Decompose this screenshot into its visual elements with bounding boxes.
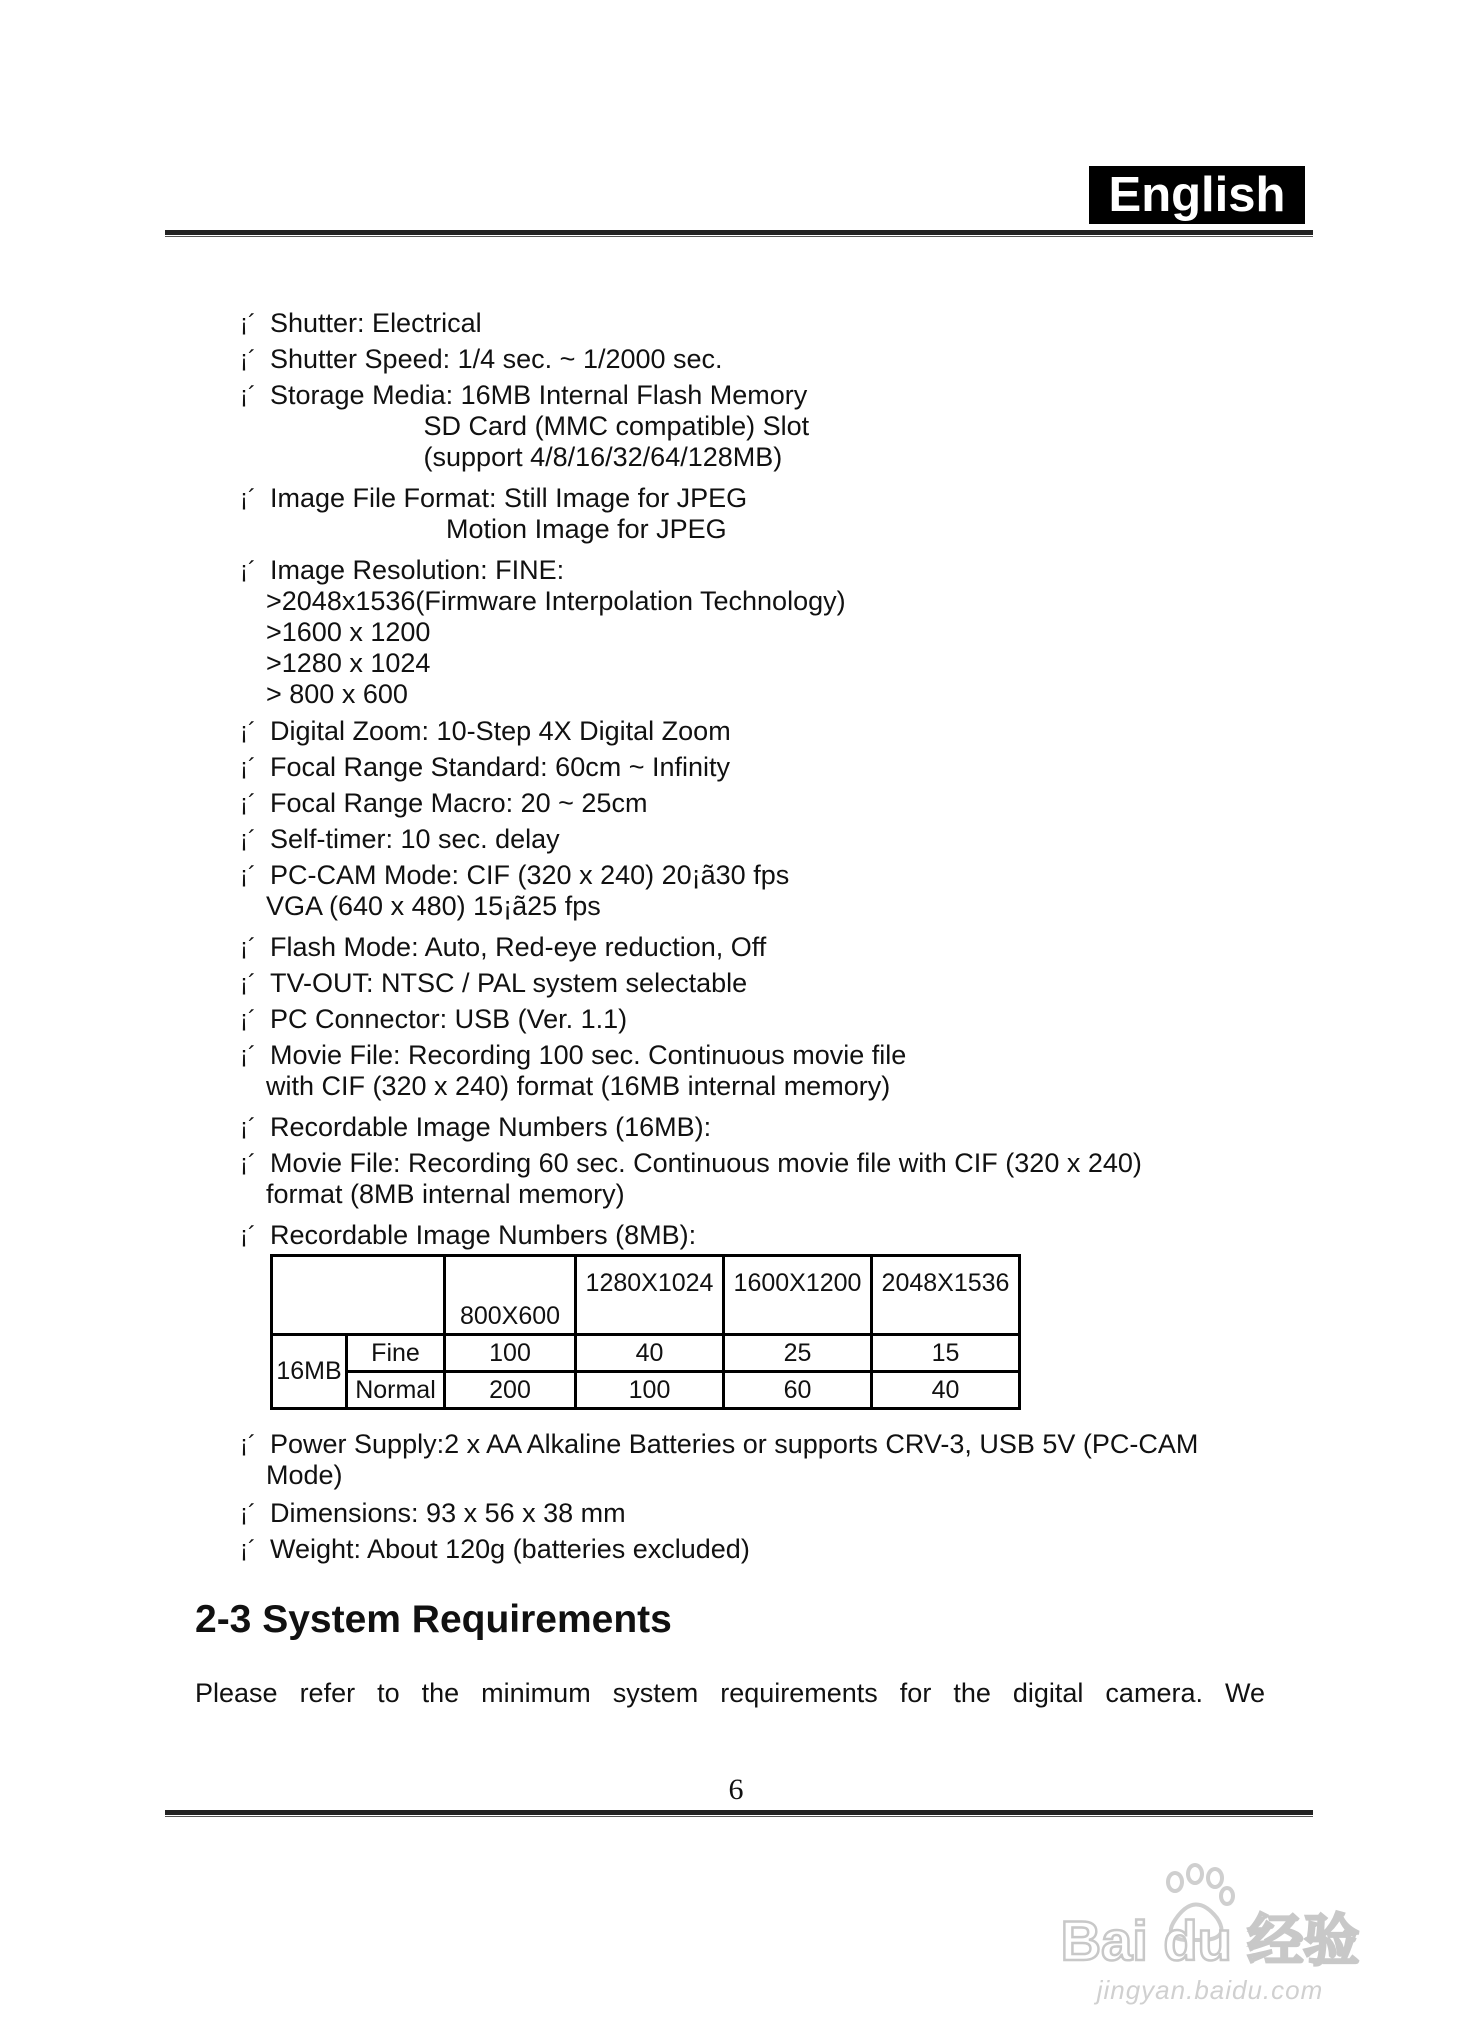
spec-text: Movie File: Recording 60 sec. Continuous movie file with CIF (320 x 240)	[270, 1148, 1142, 1178]
table-header-row	[272, 1256, 1020, 1335]
spec-continuation: Motion Image for JPEG	[266, 514, 727, 544]
spec-continuation: (support 4/8/16/32/64/128MB)	[266, 442, 783, 472]
bullet-icon: ¡´	[240, 1150, 256, 1177]
watermark-logo-text: Bai du 经验	[1060, 1909, 1360, 1970]
recordable-image-table	[270, 1254, 1021, 1410]
bullet-icon: ¡´	[240, 754, 256, 781]
spec-item	[240, 932, 766, 963]
spec-continuation: with CIF (320 x 240) format (16MB internal memory)	[266, 1071, 891, 1101]
table-group-label: 16MB	[272, 1335, 347, 1409]
spec-item	[240, 1429, 1198, 1491]
table-cell: 40	[872, 1372, 1020, 1409]
spec-item	[240, 752, 730, 783]
spec-continuation: >1280 x 1024	[266, 648, 431, 678]
spec-text: Flash Mode: Auto, Red-eye reduction, Off	[270, 932, 767, 962]
spec-continuation: >1600 x 1200	[266, 617, 431, 647]
spec-text: Movie File: Recording 100 sec. Continuous movie file	[270, 1040, 907, 1070]
spec-continuation: Mode)	[266, 1460, 343, 1490]
spec-item	[240, 1220, 696, 1251]
spec-item	[240, 824, 560, 855]
spec-continuation: VGA (640 x 480) 15¡ã25 fps	[266, 891, 601, 921]
spec-text: Power Supply:2 x AA Alkaline Batteries or supports CRV-3, USB 5V (PC-CAM	[270, 1429, 1199, 1459]
table-cell: 60	[724, 1372, 872, 1409]
bullet-icon: ¡´	[240, 718, 256, 745]
spec-item	[240, 1040, 906, 1102]
baidu-watermark-logo	[1045, 1860, 1375, 1970]
bullet-icon: ¡´	[240, 485, 256, 512]
spec-item	[240, 344, 723, 375]
spec-item	[240, 380, 809, 473]
page-number: 6	[728, 1773, 744, 1806]
spec-text: Shutter Speed: 1/4 sec. ~ 1/2000 sec.	[270, 344, 723, 374]
table-row-label: Normal	[347, 1372, 445, 1409]
spec-text: Focal Range Macro: 20 ~ 25cm	[270, 788, 648, 818]
spec-item	[240, 1534, 750, 1565]
bullet-icon: ¡´	[240, 1431, 256, 1458]
bullet-icon: ¡´	[240, 310, 256, 337]
spec-text: PC Connector: USB (Ver. 1.1)	[270, 1004, 628, 1034]
table-cell: 15	[872, 1335, 1020, 1372]
bullet-icon: ¡´	[240, 382, 256, 409]
spec-item	[240, 308, 482, 339]
table-col-header: 800X600	[445, 1256, 576, 1335]
spec-continuation: > 800 x 600	[266, 679, 408, 709]
bullet-icon: ¡´	[240, 1500, 256, 1527]
spec-continuation: SD Card (MMC compatible) Slot	[266, 411, 810, 441]
table-row	[272, 1372, 1020, 1409]
table-corner-cell	[272, 1256, 445, 1335]
table-cell: 40	[576, 1335, 724, 1372]
spec-text: Recordable Image Numbers (8MB):	[270, 1220, 697, 1250]
spec-continuation: format (8MB internal memory)	[266, 1179, 625, 1209]
table-col-header: 2048X1536	[872, 1256, 1020, 1335]
spec-text: Weight: About 120g (batteries excluded)	[270, 1534, 750, 1564]
spec-text: Dimensions: 93 x 56 x 38 mm	[270, 1498, 626, 1528]
bullet-icon: ¡´	[240, 826, 256, 853]
header-rule-thin	[165, 236, 1313, 237]
spec-item	[240, 483, 747, 545]
bullet-icon: ¡´	[240, 970, 256, 997]
spec-text: Self-timer: 10 sec. delay	[270, 824, 560, 854]
spec-text: Image File Format: Still Image for JPEG	[270, 483, 748, 513]
spec-item	[240, 968, 747, 999]
table-cell: 100	[445, 1335, 576, 1372]
bullet-icon: ¡´	[240, 557, 256, 584]
spec-text: Focal Range Standard: 60cm ~ Infinity	[270, 752, 731, 782]
bullet-icon: ¡´	[240, 1536, 256, 1563]
spec-item	[240, 1498, 626, 1529]
table-cell: 25	[724, 1335, 872, 1372]
table-cell: 200	[445, 1372, 576, 1409]
bullet-icon: ¡´	[240, 1114, 256, 1141]
bullet-icon: ¡´	[240, 1006, 256, 1033]
spec-text: Shutter: Electrical	[270, 308, 482, 338]
footer-rule-thin	[165, 1816, 1313, 1817]
spec-item	[240, 1148, 1142, 1210]
bullet-icon: ¡´	[240, 790, 256, 817]
header-rule	[165, 230, 1313, 235]
spec-text: Digital Zoom: 10-Step 4X Digital Zoom	[270, 716, 731, 746]
table-row	[272, 1335, 1020, 1372]
spec-item	[240, 555, 846, 710]
bullet-icon: ¡´	[240, 1222, 256, 1249]
spec-text: TV-OUT: NTSC / PAL system selectable	[270, 968, 748, 998]
spec-item	[240, 788, 647, 819]
table-cell: 100	[576, 1372, 724, 1409]
bullet-icon: ¡´	[240, 346, 256, 373]
language-badge: English	[1089, 166, 1305, 224]
table-row-label: Fine	[347, 1335, 445, 1372]
spec-text: PC-CAM Mode: CIF (320 x 240) 20¡ã30 fps	[270, 860, 790, 890]
section-title: 2-3 System Requirements	[195, 1598, 672, 1641]
table-col-header: 1600X1200	[724, 1256, 872, 1335]
spec-item	[240, 860, 789, 922]
bullet-icon: ¡´	[240, 1042, 256, 1069]
footer-rule	[165, 1810, 1313, 1815]
spec-item	[240, 716, 731, 747]
spec-text: Image Resolution: FINE:	[270, 555, 565, 585]
spec-continuation: >2048x1536(Firmware Interpolation Technology)	[266, 586, 846, 616]
spec-item	[240, 1112, 711, 1143]
spec-text: Recordable Image Numbers (16MB):	[270, 1112, 712, 1142]
watermark-url: jingyan.baidu.com	[1096, 1975, 1324, 2005]
spec-item	[240, 1004, 627, 1035]
bullet-icon: ¡´	[240, 862, 256, 889]
spec-text: Storage Media: 16MB Internal Flash Memory	[270, 380, 808, 410]
section-paragraph: Please refer to the minimum system requirements for the digital camera. We	[195, 1678, 1265, 1708]
bullet-icon: ¡´	[240, 934, 256, 961]
table-col-header: 1280X1024	[576, 1256, 724, 1335]
